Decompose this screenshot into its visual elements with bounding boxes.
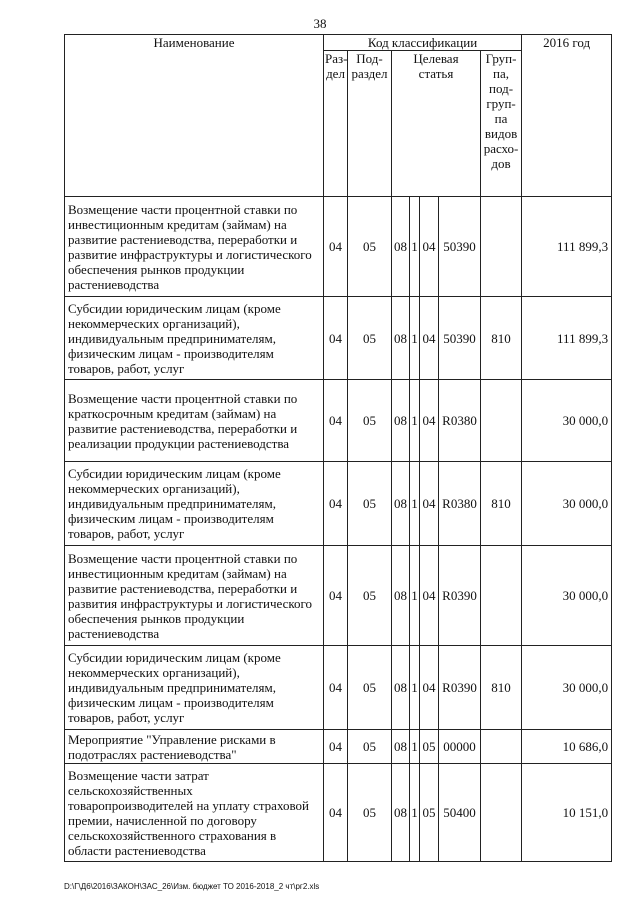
row-amount: 30 000,0 bbox=[522, 546, 612, 646]
row-group: 810 bbox=[481, 646, 522, 730]
row-target-1: 08 bbox=[392, 462, 410, 546]
page-number: 38 bbox=[313, 16, 327, 31]
table-row bbox=[65, 380, 612, 462]
header-razdel: Раз-дел bbox=[324, 51, 348, 197]
row-target-4: R0380 bbox=[439, 380, 481, 462]
row-razdel: 04 bbox=[324, 462, 348, 546]
row-target-2: 1 bbox=[410, 646, 420, 730]
row-target-4: 50400 bbox=[439, 764, 481, 862]
row-razdel: 04 bbox=[324, 764, 348, 862]
header-year: 2016 год bbox=[522, 35, 612, 197]
row-name: Возмещение части процентной ставки по краткосрочным кредитам (займам) на развитие растениеводства, переработки и реализации продукции растениеводства bbox=[65, 380, 324, 462]
row-podrazdel: 05 bbox=[348, 462, 392, 546]
row-target-1: 08 bbox=[392, 380, 410, 462]
row-amount: 10 686,0 bbox=[522, 730, 612, 764]
row-target-3: 05 bbox=[420, 730, 439, 764]
header-target: Целевая статья bbox=[392, 51, 481, 197]
row-target-4: 50390 bbox=[439, 297, 481, 380]
row-group bbox=[481, 546, 522, 646]
row-target-3: 05 bbox=[420, 764, 439, 862]
row-target-2: 1 bbox=[410, 546, 420, 646]
row-group bbox=[481, 764, 522, 862]
row-name: Возмещение части процентной ставки по инвестиционным кредитам (займам) на развитие растениеводства, переработки и развития инфраструктуры и логистического обеспечения рынков продукции растениеводства bbox=[65, 546, 324, 646]
table-row bbox=[65, 297, 612, 380]
table-row bbox=[65, 646, 612, 730]
table-row bbox=[65, 462, 612, 546]
row-name: Мероприятие "Управление рисками в подотраслях растениеводства" bbox=[65, 730, 324, 764]
row-amount: 30 000,0 bbox=[522, 462, 612, 546]
row-target-3: 04 bbox=[420, 646, 439, 730]
row-amount: 30 000,0 bbox=[522, 646, 612, 730]
row-podrazdel: 05 bbox=[348, 297, 392, 380]
row-name: Возмещение части процентной ставки по инвестиционным кредитам (займам) на развитие растениеводства, переработки и развитие инфраструктуры и логистического обеспечения рынков продукции растениеводства bbox=[65, 197, 324, 297]
row-group: 810 bbox=[481, 462, 522, 546]
row-target-2: 1 bbox=[410, 764, 420, 862]
row-amount: 30 000,0 bbox=[522, 380, 612, 462]
row-group: 810 bbox=[481, 297, 522, 380]
header-podrazdel: Под-раздел bbox=[348, 51, 392, 197]
header-name: Наименование bbox=[65, 35, 324, 197]
row-podrazdel: 05 bbox=[348, 646, 392, 730]
row-group bbox=[481, 197, 522, 297]
row-podrazdel: 05 bbox=[348, 546, 392, 646]
row-target-1: 08 bbox=[392, 730, 410, 764]
row-podrazdel: 05 bbox=[348, 380, 392, 462]
row-razdel: 04 bbox=[324, 546, 348, 646]
row-target-2: 1 bbox=[410, 462, 420, 546]
row-name: Субсидии юридическим лицам (кроме некоммерческих организаций), индивидуальным предпринимателям, физическим лицам - производителям товаров, работ, услуг bbox=[65, 297, 324, 380]
row-target-3: 04 bbox=[420, 380, 439, 462]
row-razdel: 04 bbox=[324, 380, 348, 462]
row-amount: 10 151,0 bbox=[522, 764, 612, 862]
row-razdel: 04 bbox=[324, 197, 348, 297]
row-target-1: 08 bbox=[392, 297, 410, 380]
row-target-1: 08 bbox=[392, 764, 410, 862]
header-classification: Код классификации bbox=[324, 35, 522, 51]
row-target-4: 00000 bbox=[439, 730, 481, 764]
row-group bbox=[481, 730, 522, 764]
row-razdel: 04 bbox=[324, 297, 348, 380]
row-target-2: 1 bbox=[410, 730, 420, 764]
row-razdel: 04 bbox=[324, 730, 348, 764]
budget-table bbox=[64, 34, 612, 862]
row-podrazdel: 05 bbox=[348, 764, 392, 862]
row-target-2: 1 bbox=[410, 297, 420, 380]
row-target-4: 50390 bbox=[439, 197, 481, 297]
row-target-1: 08 bbox=[392, 197, 410, 297]
row-group bbox=[481, 380, 522, 462]
row-target-1: 08 bbox=[392, 646, 410, 730]
table-row bbox=[65, 197, 612, 297]
row-target-2: 1 bbox=[410, 197, 420, 297]
row-amount: 111 899,3 bbox=[522, 297, 612, 380]
row-target-4: R0390 bbox=[439, 646, 481, 730]
row-target-3: 04 bbox=[420, 297, 439, 380]
row-name: Возмещение части затрат сельскохозяйственных товаропроизводителей на уплату страховой премии, начисленной по договору сельскохозяйственного страхования в области растениеводства bbox=[65, 764, 324, 862]
file-path-footer: D:\Г\Д6\2016\ЗАКОН\ЗАС_26\Изм. бюджет ТО 2016-2018_2 чт\рг2.xls bbox=[64, 882, 320, 891]
row-target-2: 1 bbox=[410, 380, 420, 462]
row-name: Субсидии юридическим лицам (кроме некоммерческих организаций), индивидуальным предпринимателям, физическим лицам - производителям товаров, работ, услуг bbox=[65, 462, 324, 546]
row-amount: 111 899,3 bbox=[522, 197, 612, 297]
table-row bbox=[65, 546, 612, 646]
row-podrazdel: 05 bbox=[348, 730, 392, 764]
row-target-4: R0380 bbox=[439, 462, 481, 546]
row-target-4: R0390 bbox=[439, 546, 481, 646]
row-target-3: 04 bbox=[420, 546, 439, 646]
row-target-3: 04 bbox=[420, 197, 439, 297]
row-target-1: 08 bbox=[392, 546, 410, 646]
row-razdel: 04 bbox=[324, 646, 348, 730]
header-group: Груп-па, под-груп-па видов расхо-дов bbox=[481, 51, 522, 197]
row-target-3: 04 bbox=[420, 462, 439, 546]
table-row bbox=[65, 764, 612, 862]
row-podrazdel: 05 bbox=[348, 197, 392, 297]
row-name: Субсидии юридическим лицам (кроме некоммерческих организаций), индивидуальным предпринимателям, физическим лицам - производителям товаров, работ, услуг bbox=[65, 646, 324, 730]
table-row bbox=[65, 730, 612, 764]
